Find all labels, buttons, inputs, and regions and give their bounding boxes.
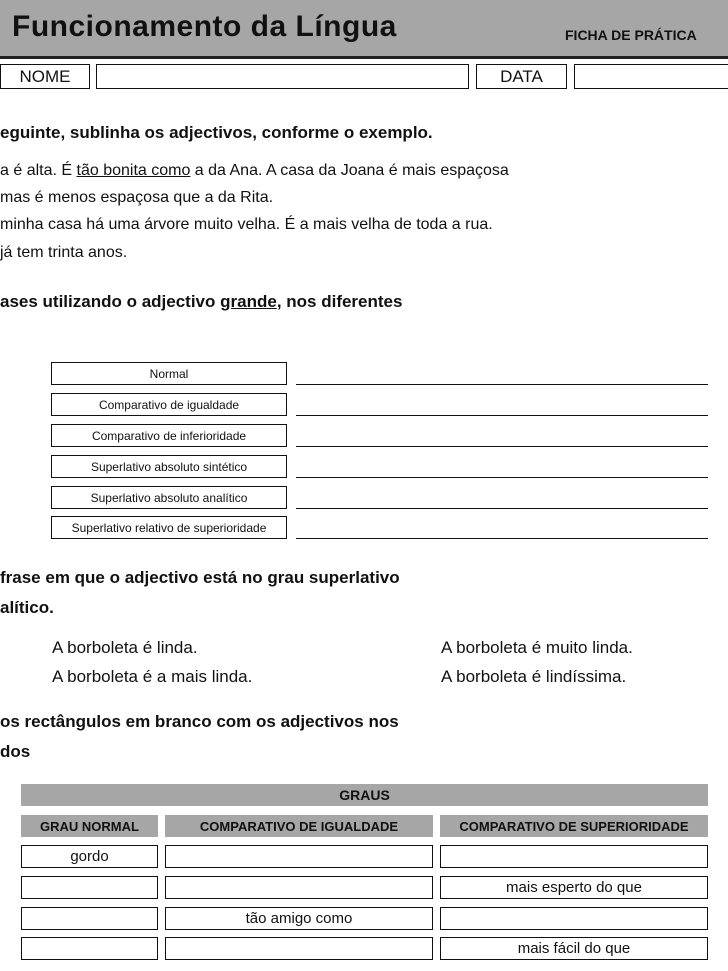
answer-line[interactable] [296,384,708,385]
q1-text-line-2: mas é menos espaçosa que a da Rita. [0,189,274,206]
option-a-mais-linda[interactable]: A borboleta é a mais linda. [52,667,253,686]
date-field[interactable] [574,64,728,89]
table-cell[interactable] [165,876,433,899]
column-header-grau-normal: GRAU NORMAL [21,815,158,837]
option-muito-linda[interactable]: A borboleta é muito linda. [441,638,633,657]
q1-text-line-1: a é alta. É tão bonita como a da Ana. A casa da Joana é mais espaçosa [0,162,509,179]
answer-line[interactable] [296,477,708,478]
table-cell[interactable]: mais esperto do que [440,876,708,899]
degree-label-superlativo-absoluto-sintetico: Superlativo absoluto sintético [51,455,287,478]
table-cell[interactable] [21,876,158,899]
table-cell[interactable] [21,907,158,930]
answer-line[interactable] [296,538,708,539]
page-subtitle: FICHA DE PRÁTICA [565,27,697,43]
page-title: Funcionamento da Língua [12,10,397,43]
degree-label-comparativo-inferioridade: Comparativo de inferioridade [51,424,287,447]
table-cell[interactable] [21,937,158,960]
degree-label-superlativo-relativo-superioridade: Superlativo relativo de superioridade [51,516,287,539]
q4-instruction-line-2: dos [0,742,31,761]
answer-line[interactable] [296,508,708,509]
q4-instruction-line-1: os rectângulos em branco com os adjectivos nos [0,712,399,731]
column-header-comparativo-superioridade: COMPARATIVO DE SUPERIORIDADE [440,815,708,837]
table-cell[interactable] [440,845,708,868]
name-field[interactable] [96,64,469,89]
q1-text-line-3: minha casa há uma árvore muito velha. É a mais velha de toda a rua. [0,216,493,233]
answer-line[interactable] [296,415,708,416]
degree-label-comparativo-igualdade: Comparativo de igualdade [51,393,287,416]
q1-instruction: eguinte, sublinha os adjectivos, conforme o exemplo. [0,123,433,142]
table-cell[interactable] [440,907,708,930]
answer-line[interactable] [296,446,708,447]
table-cell[interactable]: mais fácil do que [440,937,708,960]
example-underlined-adjective: tão bonita como [76,162,191,179]
table-cell[interactable] [165,845,433,868]
name-label: NOME [0,64,90,89]
table-cell[interactable]: tão amigo como [165,907,433,930]
header-divider [0,56,728,59]
table-cell[interactable] [165,937,433,960]
degree-label-superlativo-absoluto-analitico: Superlativo absoluto analítico [51,486,287,509]
table-cell[interactable]: gordo [21,845,158,868]
q3-instruction-line-2: alítico. [0,598,54,617]
column-header-comparativo-igualdade: COMPARATIVO DE IGUALDADE [165,815,433,837]
degree-label-normal: Normal [51,362,287,385]
table-title: GRAUS [21,784,708,806]
q2-instruction: ases utilizando o adjectivo grande, nos diferentes [0,292,403,311]
q3-instruction-line-1: frase em que o adjectivo está no grau superlativo [0,568,400,587]
option-lindissima[interactable]: A borboleta é lindíssima. [441,667,627,686]
q1-text-line-4: já tem trinta anos. [0,244,128,261]
option-linda[interactable]: A borboleta é linda. [52,638,198,657]
date-label: DATA [476,64,567,89]
